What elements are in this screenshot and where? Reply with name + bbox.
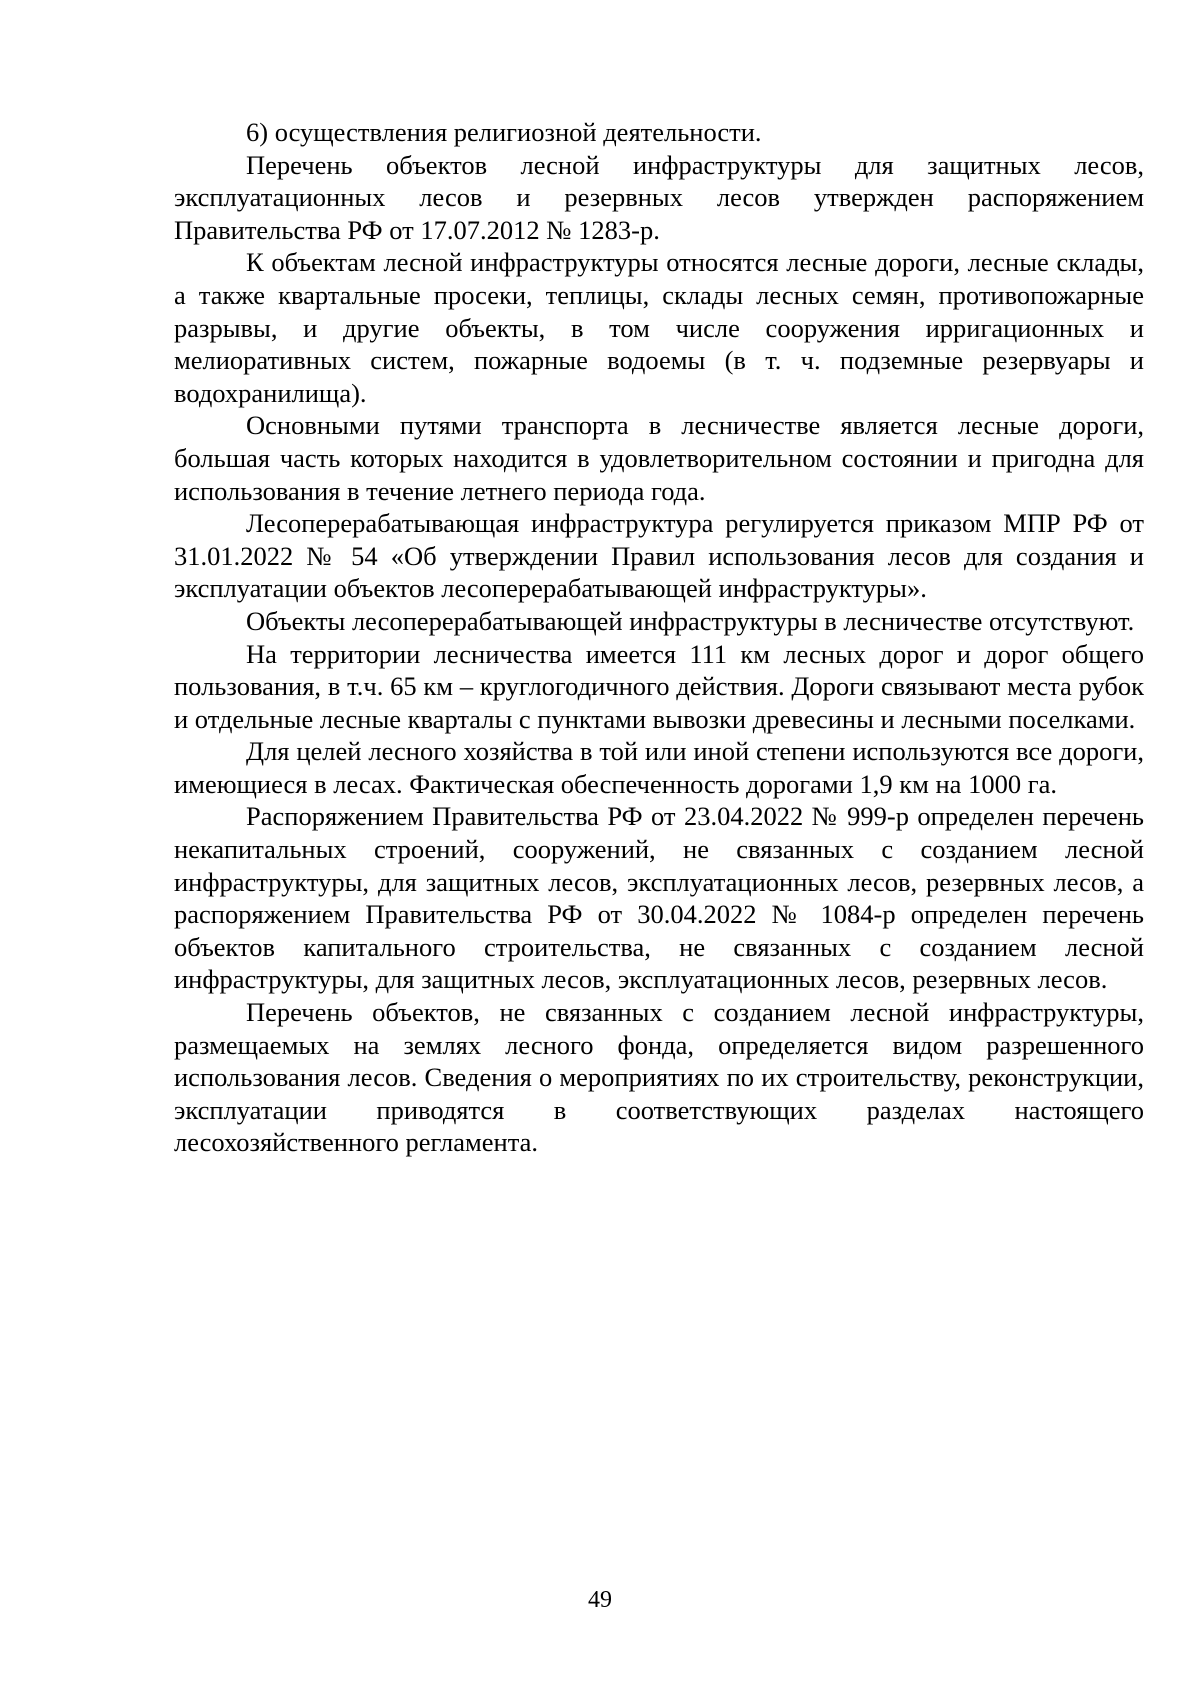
paragraph-road-length: На территории лесничества имеется 111 км лесных дорог и дорог общего пользования, в т.ч. 65 км – круглогодичного действия. Дороги связывают места рубок и отдельные лесные кварталы с пунктами вывозки древесины и лесными поселками. — [174, 638, 1144, 734]
paragraph-non-infrastructure-objects: Перечень объектов, не связанных с созданием лесной инфраструктуры, размещаемых на землях лесного фонда, определяется видом разрешенного использования лесов. Сведения о мероприятиях по их строительству, реконструкции, эксплуатации приводятся в соответствующих разделах настоящего лесохозяйственного регламента. — [174, 997, 1144, 1158]
paragraph-infrastructure-objects: К объектам лесной инфраструктуры относятся лесные дороги, лесные склады, а также квартальные просеки, теплицы, склады лесных семян, противопожарные разрывы, и другие объекты, в том числе сооружения ирригационных и мелиоративных систем, пожарные водоемы (в т. ч. подземные резервуары и водохранилища). — [174, 247, 1144, 408]
page-number: 49 — [588, 1587, 612, 1613]
paragraph-religious-activity: 6) осуществления религиозной деятельности. — [246, 117, 762, 147]
paragraph-processing-absent: Объекты лесоперерабатывающей инфраструктуры в лесничестве отсутствуют. — [246, 605, 1135, 636]
document-body — [174, 116, 1144, 1159]
paragraph-road-density: Для целей лесного хозяйства в той или иной степени используются все дороги, имеющиеся в лесах. Фактическая обеспеченность дорогами 1,9 км на 1000 га. — [174, 736, 1144, 799]
paragraph-government-orders: Распоряжением Правительства РФ от 23.04.2022 № 999-р определен перечень некапитальных строений, сооружений, не связанных с созданием лесной инфраструктуры, для защитных лесов, эксплуатационных лесов, резервных лесов, а распоряжением Правительства РФ от 30.04.2022 № 1084-р определен перечень объектов капитального строительства, не связанных с созданием лесной инфраструктуры, для защитных лесов, эксплуатационных лесов, резервных лесов. — [174, 801, 1144, 995]
paragraph-transport-routes: Основными путями транспорта в лесничестве является лесные дороги, большая часть которых находится в удовлетворительном состоянии и пригодна для использования в течение летнего периода года. — [174, 410, 1144, 506]
paragraph-processing-regulation: Лесоперерабатывающая инфраструктура регулируется приказом МПР РФ от 31.01.2022 № 54 «Об утверждении Правил использования лесов для создания и эксплуатации объектов лесоперерабатывающей инфраструктуры». — [174, 508, 1144, 604]
paragraph-infrastructure-list: Перечень объектов лесной инфраструктуры для защитных лесов, эксплуатационных лесов и резервных лесов утвержден распоряжением Правительства РФ от 17.07.2012 № 1283-р. — [174, 149, 1144, 245]
